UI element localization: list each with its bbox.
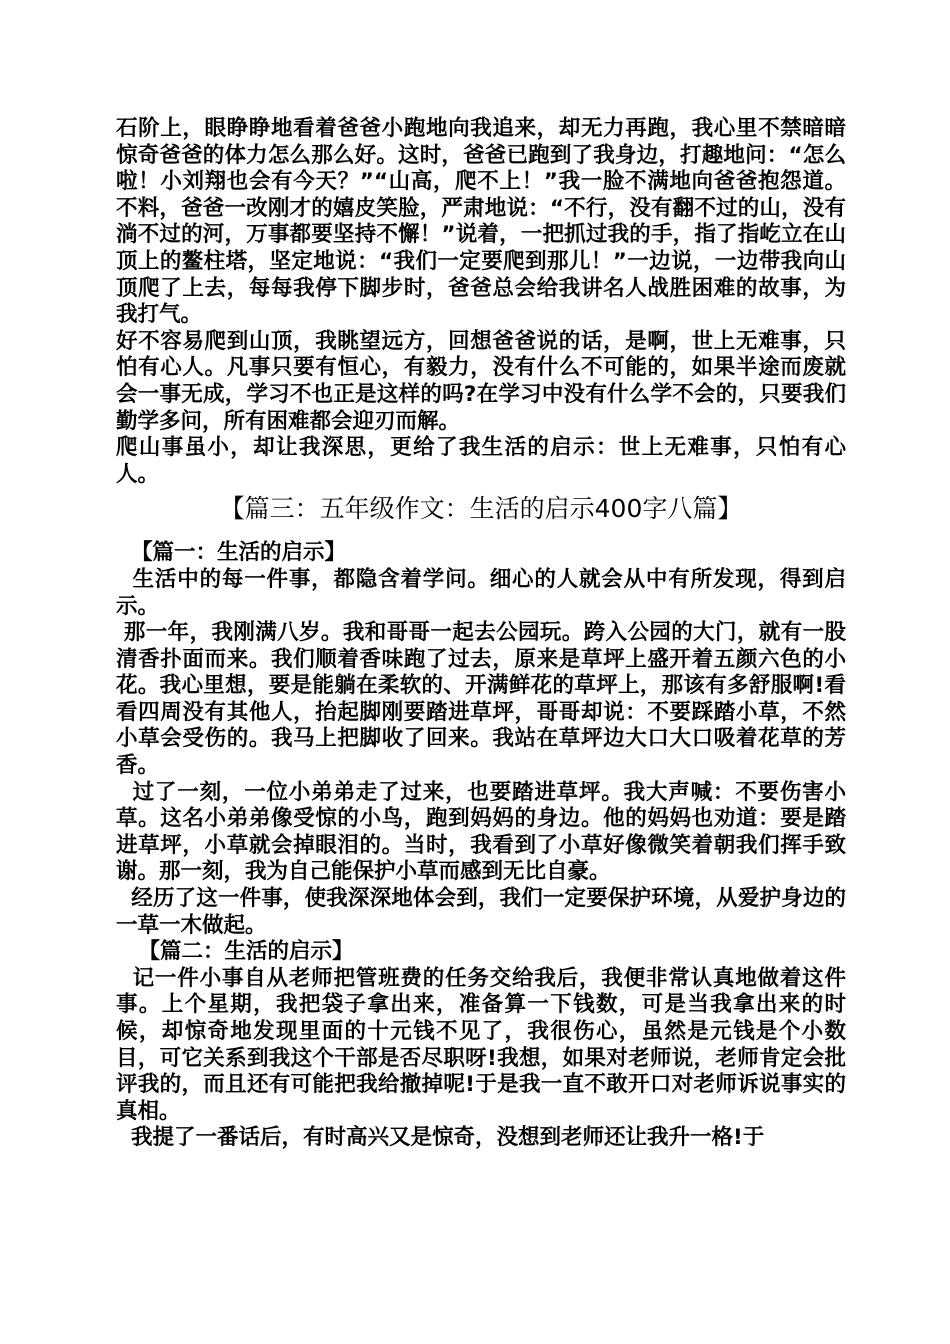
paragraph-reflection: 好不容易爬到山顶，我眺望远方，回想爸爸说的话，是啊，世上无难事，只怕有心人。凡事只要有恒心，有毅力，没有什么不可能的，如果半途而废就会一事无成，学习不也正是这样的吗?在学习中没有什么学不会的，只要我们勤学多问，所有困难都会迎刃而解。 xyxy=(116,328,846,434)
article-2-paragraph: 记一件小事自从老师把管班费的任务交给我后，我便非常认真地做着这件事。上个星期，我把袋子拿出来，准备算一下钱数，可是当我拿出来的时候，却惊奇地发现里面的十元钱不见了，我很伤心，虽然是元钱是个小数目，可它关系到我这个干部是否尽职呀!我想，如果对老师说，老师肯定会批评我的，而且还有可能把我给撤掉呢!于是我一直不敢开口对老师诉说事实的真相。 xyxy=(116,965,846,1124)
paragraph-mountain-climb: 石阶上，眼睁睁地看着爸爸小跑地向我追来，却无力再跑，我心里不禁暗暗惊奇爸爸的体力怎么那么好。这时，爸爸已跑到了我身边，打趣地问：“怎么啦！小刘翔也会有今天？”“山高，爬不上！”我一脸不满地向爸爸抱怨道。不料，爸爸一改刚才的嬉皮笑脸，严肃地说：“不行，没有翻不过的山，没有淌不过的河，万事都要坚持不懈！”说着，一把抓过我的手，指了指屹立在山顶上的鳌柱塔，坚定地说：“我们一定要爬到那儿！”一边说，一边带我向山顶爬了上去，每每我停下脚步时，爸爸总会给我讲名人战胜困难的故事，为我打气。 xyxy=(116,116,846,328)
section-heading: 【篇三：五年级作文：生活的启示400字八篇】 xyxy=(219,494,743,524)
article-1-title: 【篇一：生活的启示】 xyxy=(116,540,346,566)
article-2-title: 【篇二：生活的启示】 xyxy=(116,939,354,965)
article-1-paragraph: 经历了这一件事，使我深深地体会到，我们一定要保护环境，从爱护身边的一草一木做起。 xyxy=(116,886,846,938)
article-1-paragraph: 过了一刻，一位小弟弟走了过来，也要踏进草坪。我大声喊：不要伤害小草。这名小弟弟像受惊的小鸟，跑到妈妈的身边。他的妈妈也劝道：要是踏进草坪，小草就会掉眼泪的。当时，我看到了小草好像微笑着朝我们挥手致谢。那一刻，我为自己能保护小草而感到无比自豪。 xyxy=(116,779,846,885)
article-2-paragraph: 我提了一番话后，有时高兴又是惊奇，没想到老师还让我升一格!于 xyxy=(116,1125,765,1151)
document-page xyxy=(116,116,846,1152)
paragraph-conclusion: 爬山事虽小，却让我深思，更给了我生活的启示：世上无难事，只怕有心人。 xyxy=(116,435,846,487)
article-1-paragraph: 那一年，我刚满八岁。我和哥哥一起去公园玩。跨入公园的大门，就有一股清香扑面而来。我们顺着香味跑了过去，原来是草坪上盛开着五颜六色的小花。我心里想，要是能躺在柔软的、开满鲜花的草坪上，那该有多舒服啊!看看四周没有其他人，抬起脚刚要踏进草坪，哥哥却说：不要踩踏小草，不然小草会受伤的。我马上把脚收了回来。我站在草坪边大口大口吸着花草的芳香。 xyxy=(116,620,846,779)
article-1-paragraph: 生活中的每一件事，都隐含着学问。细心的人就会从中有所发现，得到启示。 xyxy=(116,566,846,619)
